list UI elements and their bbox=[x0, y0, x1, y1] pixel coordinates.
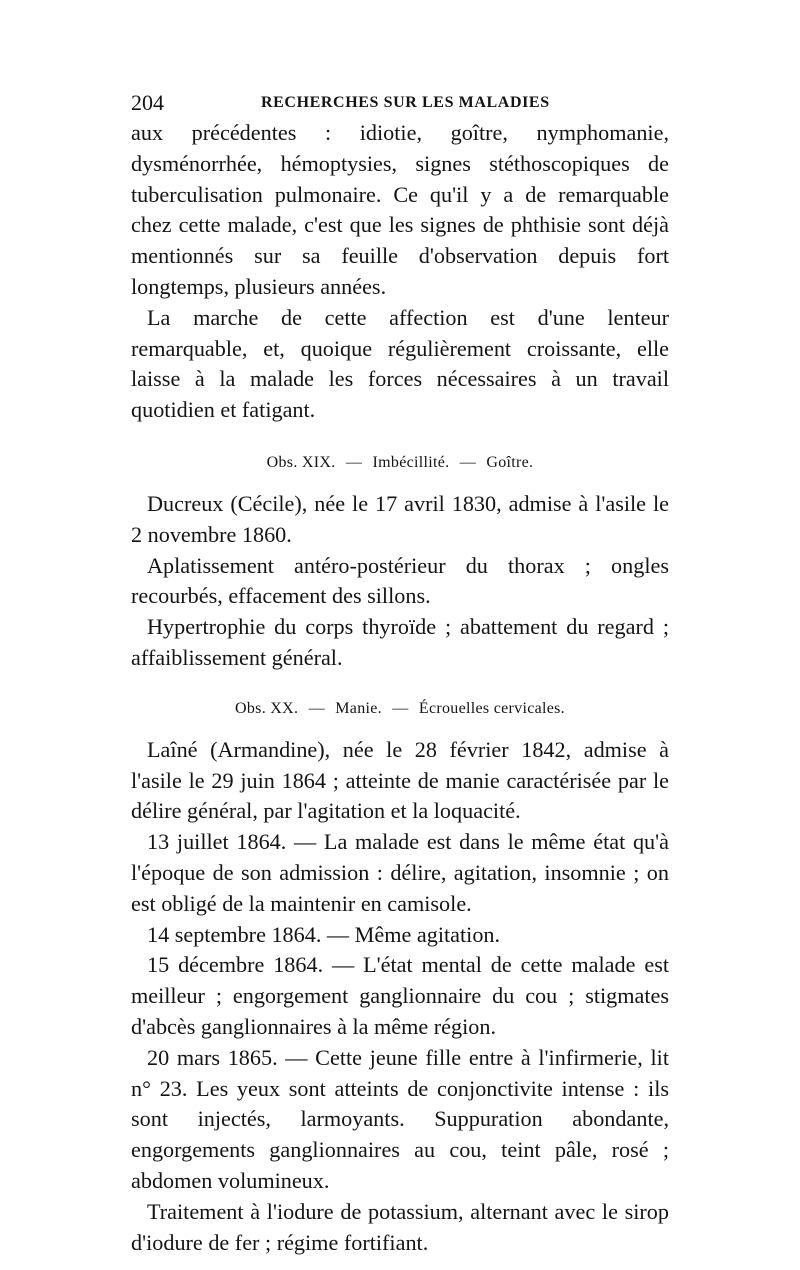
observation-label: Obs. XX. bbox=[235, 699, 299, 717]
heading-separator: — bbox=[308, 699, 325, 717]
heading-separator: — bbox=[459, 453, 477, 471]
running-title: RECHERCHES SUR LES MALADIES bbox=[261, 94, 550, 111]
heading-separator: — bbox=[345, 453, 363, 471]
observation-title: Manie. bbox=[335, 699, 382, 717]
obs19-paragraph-1: Ducreux (Cécile), née le 17 avril 1830, admise à l'asile le 2 novembre 1860. bbox=[131, 490, 669, 547]
page-number: 204 bbox=[131, 90, 164, 115]
observation-title: Imbécillité. bbox=[372, 453, 450, 471]
intro-paragraph-1: aux précédentes : idiotie, goître, nymphomanie, dysménorrhée, hémoptysies, signes stéthoscopiques de tuberculisation pulmonaire. Ce qu'il y a de remarquable chez cette malade, c'est que les signes de phthisie sont déjà mentionnés sur sa feuille d'observation depuis fort longtemps, plusieurs années. bbox=[131, 120, 669, 299]
book-page bbox=[131, 88, 669, 1258]
obs20-paragraph-5: 20 mars 1865. — Cette jeune fille entre à l'infirmerie, lit n° 23. Les yeux sont atteints de conjonctivite intense : ils sont injectés, larmoyants. Suppuration abondante, engorgements ganglionnaires au cou, teint pâle, rosé ; abdomen volumineux. bbox=[131, 1044, 669, 1193]
obs20-paragraph-3: 14 septembre 1864. — Même agitation. bbox=[147, 921, 501, 947]
obs19-paragraph-3: Hypertrophie du corps thyroïde ; abattement du regard ; affaiblissement général. bbox=[131, 614, 669, 670]
obs20-paragraph-1: Laîné (Armandine), née le 28 février 1842, admise à l'asile le 29 juin 1864 ; atteinte de manie caractérisée par le délire général, par l'agitation et la loquacité. bbox=[131, 736, 669, 824]
heading-separator: — bbox=[392, 699, 409, 717]
obs20-paragraph-2: 13 juillet 1864. — La malade est dans le même état qu'à l'époque de son admission : délire, agitation, insomnie ; on est obligé de la maintenir en camisole. bbox=[131, 829, 669, 916]
observation-subtitle: Écrouelles cervicales. bbox=[418, 699, 565, 717]
observation-label: Obs. XIX. bbox=[266, 453, 336, 471]
observation-heading-20 bbox=[131, 698, 669, 720]
obs20-paragraph-6: Traitement à l'iodure de potassium, alternant avec le sirop d'iodure de fer ; régime fortifiant. bbox=[131, 1198, 669, 1255]
obs19-paragraph-2: Aplatissement antéro-postérieur du thorax ; ongles recourbés, effacement des sillons. bbox=[131, 552, 669, 609]
observation-subtitle: Goître. bbox=[486, 453, 534, 471]
obs20-paragraph-4: 15 décembre 1864. — L'état mental de cette malade est meilleur ; engorgement ganglionnaire du cou ; stigmates d'abcès ganglionnaires à la même région. bbox=[131, 952, 669, 1039]
intro-paragraph-2: La marche de cette affection est d'une lenteur remarquable, et, quoique régulièrement croissante, elle laisse à la malade les forces nécessaires à un travail quotidien et fatigant. bbox=[131, 304, 669, 423]
observation-heading-19 bbox=[131, 452, 669, 474]
running-head bbox=[131, 88, 669, 118]
